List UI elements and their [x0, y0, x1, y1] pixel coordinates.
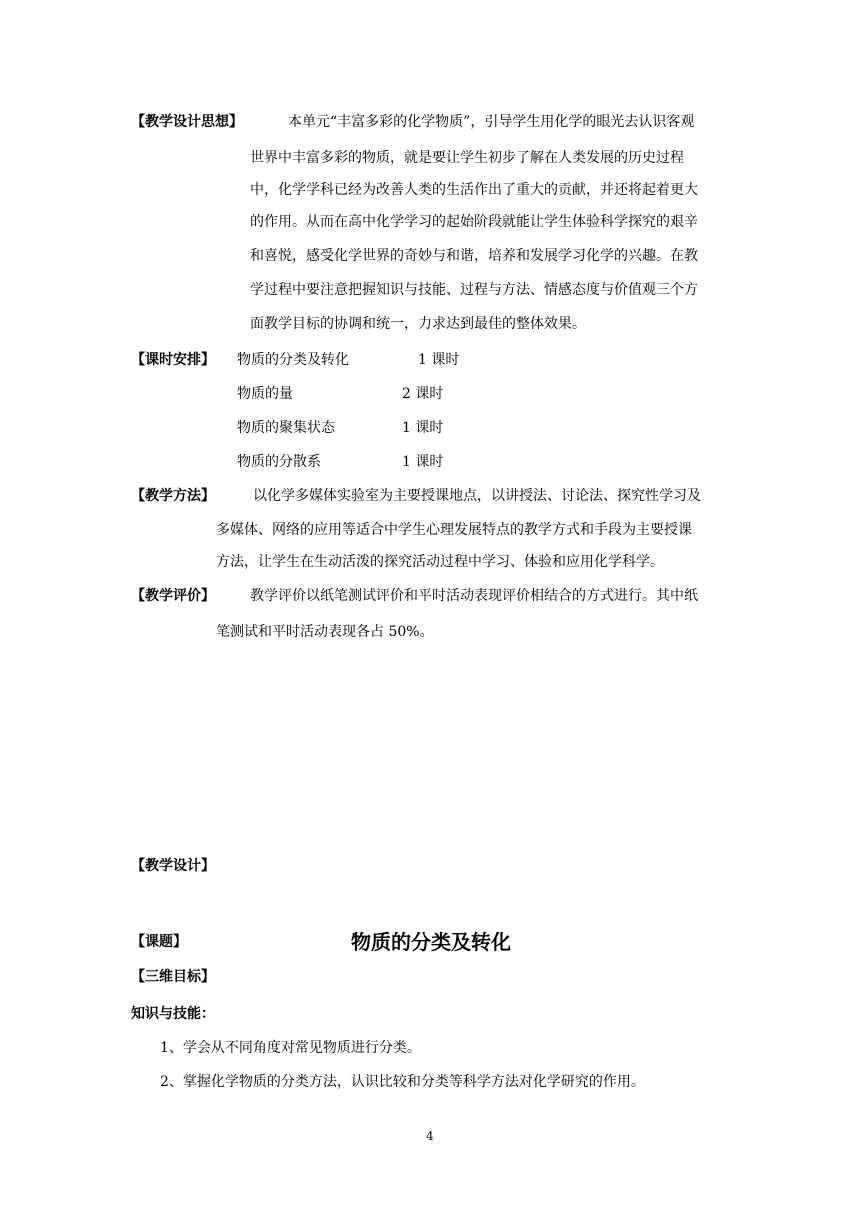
- objective-item: 1、学会从不同角度对常见物质进行分类。: [160, 1040, 421, 1056]
- evaluation-label: 【教学评价】: [131, 588, 215, 604]
- design-thought-line: 本单元“丰富多彩的化学物质”，引导学生用化学的眼光去认识客观: [288, 114, 695, 130]
- page-number: 4: [426, 1129, 434, 1143]
- design-thought-line: 中，化学学科已经为改善人类的生活作出了重大的贡献，并还将起着更大: [250, 182, 698, 198]
- objective-item: 2、掌握化学物质的分类方法，认识比较和分类等科学方法对化学研究的作用。: [160, 1074, 645, 1090]
- methods-line: 多媒体、网络的应用等适合中学生心理发展特点的教学方式和手段为主要授课: [216, 522, 692, 538]
- teaching-design-label: 【教学设计】: [131, 858, 215, 874]
- knowledge-skills-label: 知识与技能：: [131, 1006, 215, 1022]
- methods-line: 方法，让学生在生动活泼的探究活动过程中学习、体验和应用化学科学。: [216, 554, 664, 570]
- design-thought-line: 学过程中要注意把握知识与技能、过程与方法、情感态度与价值观三个方: [250, 282, 698, 298]
- schedule-topic: 物质的量: [237, 386, 293, 402]
- methods-line: 以化学多媒体实验室为主要授课地点，以讲授法、讨论法、探究性学习及: [253, 488, 701, 504]
- schedule-topic: 物质的聚集状态: [237, 420, 335, 436]
- schedule-topic: 物质的分类及转化: [237, 352, 349, 368]
- schedule-hours: 1 课时: [402, 420, 444, 436]
- design-thought-label: 【教学设计思想】: [131, 114, 243, 130]
- evaluation-line: 笔测试和平时活动表现各占 50%。: [216, 624, 434, 640]
- schedule-hours: 1 课时: [418, 352, 460, 368]
- schedule-hours: 2 课时: [402, 386, 444, 402]
- schedule-hours: 1 课时: [402, 454, 444, 470]
- design-thought-line: 和喜悦，感受化学世界的奇妙与和谐，培养和发展学习化学的兴趣。在教: [250, 248, 698, 264]
- design-thought-line: 世界中丰富多彩的物质，就是要让学生初步了解在人类发展的历史过程: [250, 150, 684, 166]
- design-thought-line: 面教学目标的协调和统一，力求达到最佳的整体效果。: [250, 316, 586, 332]
- schedule-label: 【课时安排】: [131, 352, 215, 368]
- evaluation-line: 教学评价以纸笔测试评价和平时活动表现评价相结合的方式进行。其中纸: [250, 588, 698, 604]
- topic-title: 物质的分类及转化: [351, 930, 511, 954]
- schedule-topic: 物质的分散系: [237, 454, 321, 470]
- design-thought-line: 的作用。从而在高中化学学习的起始阶段就能让学生体验科学探究的艰辛: [250, 214, 698, 230]
- objectives-label: 【三维目标】: [131, 969, 215, 985]
- methods-label: 【教学方法】: [131, 488, 215, 504]
- topic-label: 【课题】: [131, 934, 187, 950]
